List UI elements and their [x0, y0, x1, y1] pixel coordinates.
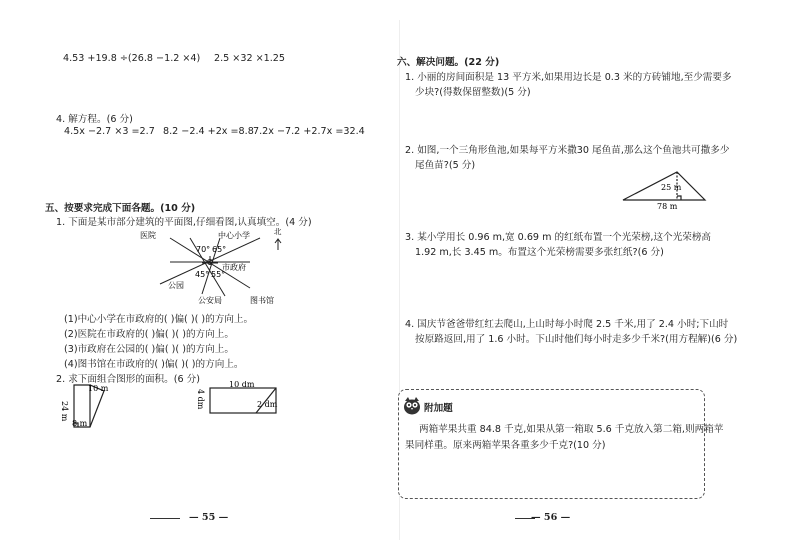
problem-3-line-1: 3. 某小学用长 0.96 m,宽 0.69 m 的红纸布置一个光荣榜,这个光荣榜高	[405, 232, 712, 243]
bonus-line-1: 两箱苹果共重 84.8 千克,如果从第一箱取 5.6 千克放入第二箱,则两箱苹	[419, 424, 724, 435]
map-label-school: 中心小学	[218, 231, 250, 240]
figure-2-top-label: 10 dm	[229, 381, 255, 389]
bonus-owl-icon	[402, 395, 422, 415]
direction-map	[140, 224, 300, 308]
section-5-heading: 五、按要求完成下面各题。(10 分)	[45, 203, 196, 214]
problem-4-line-2: 按原路返回,用了 1.6 小时。下山时他们每小时走多少千米?(用方程解)(6 分)	[415, 334, 738, 345]
equation-3: 7.2x −7.2 +2.7x =32.4	[253, 126, 365, 137]
figure-1-left-label: 24 m	[60, 401, 69, 422]
problem-4-line-1: 4. 国庆节爸爸带红红去爬山,上山时每小时爬 2.5 千米,用了 2.4 小时;下山时	[405, 319, 729, 330]
figure-2-left-label: 4 dm	[196, 389, 205, 410]
map-label-library: 图书馆	[250, 296, 274, 305]
figure-1-bottom-label: 8 m	[72, 419, 88, 428]
map-label-hospital: 医院	[140, 231, 156, 240]
problem-1-line-1: 1. 小丽的房间面积是 13 平方米,如果用边长是 0.3 米的方砖铺地,至少需要多	[405, 72, 732, 83]
triangle-base-label: 78 m	[657, 202, 678, 211]
bonus-line-2: 果同样重。原来两箱苹果各重多少千克?(10 分)	[405, 440, 606, 451]
problem-1-line-2: 少块?(得数保留整数)(5 分)	[415, 87, 531, 98]
calc-expr-1: 4.53 +19.8 ÷(26.8 −1.2 ×4)	[63, 53, 201, 64]
problem-2-line-1: 2. 如图,一个三角形鱼池,如果每平方米撒30 尾鱼苗,那么这个鱼池共可撒多少	[405, 145, 730, 156]
composite-figure-2	[196, 381, 288, 415]
problem-3-line-2: 1.92 m,长 3.45 m。布置这个光荣榜需要多张红纸?(6 分)	[415, 247, 664, 258]
map-angle-70: 70°	[196, 245, 211, 254]
fill-blank-4: (4)图书馆在市政府的( )偏( )( )的方向上。	[64, 359, 244, 370]
fill-blank-3: (3)市政府在公园的( )偏( )( )的方向上。	[64, 344, 234, 355]
problem-2-line-2: 尾鱼苗?(5 分)	[415, 160, 476, 171]
figure-2-right-label: 2 dm	[257, 400, 278, 409]
equation-1: 4.5x −2.7 ×3 =2.7	[64, 126, 155, 137]
calc-expr-2: 2.5 ×32 ×1.25	[214, 53, 286, 64]
map-label-gov: 市政府	[222, 263, 246, 272]
equation-2: 8.2 −2.4 +2x =8.8	[163, 126, 254, 137]
map-label-park: 公园	[168, 281, 184, 290]
equation-heading: 4. 解方程。(6 分)	[56, 114, 133, 125]
map-angle-45: 45°	[195, 270, 210, 279]
page-number-right: — 56 —	[531, 512, 571, 523]
page-number-left: — 55 —	[189, 512, 229, 523]
fill-blank-2: (2)医院在市政府的( )偏( )( )的方向上。	[64, 329, 234, 340]
triangle-height-label: 25 m	[661, 183, 682, 192]
map-angle-65: 65°	[212, 245, 227, 254]
composite-figure-1	[60, 381, 120, 441]
question-5-2: 2. 求下面组合图形的面积。(6 分)	[56, 374, 200, 385]
triangle-pond-figure	[615, 167, 713, 211]
question-5-1: 1. 下面是某市部分建筑的平面图,仔细看图,认真填空。(4 分)	[56, 217, 312, 228]
map-label-north: 北	[274, 227, 282, 236]
section-6-heading: 六、解决问题。(22 分)	[397, 57, 500, 68]
map-label-police: 公安局	[198, 296, 222, 305]
footer-rule-left	[150, 518, 180, 519]
figure-1-top-label: 10 m	[88, 384, 109, 393]
fill-blank-1: (1)中心小学在市政府的( )偏( )( )的方向上。	[64, 314, 254, 325]
bonus-title: 附加题	[424, 403, 453, 414]
map-angle-55: 55°	[211, 270, 226, 279]
